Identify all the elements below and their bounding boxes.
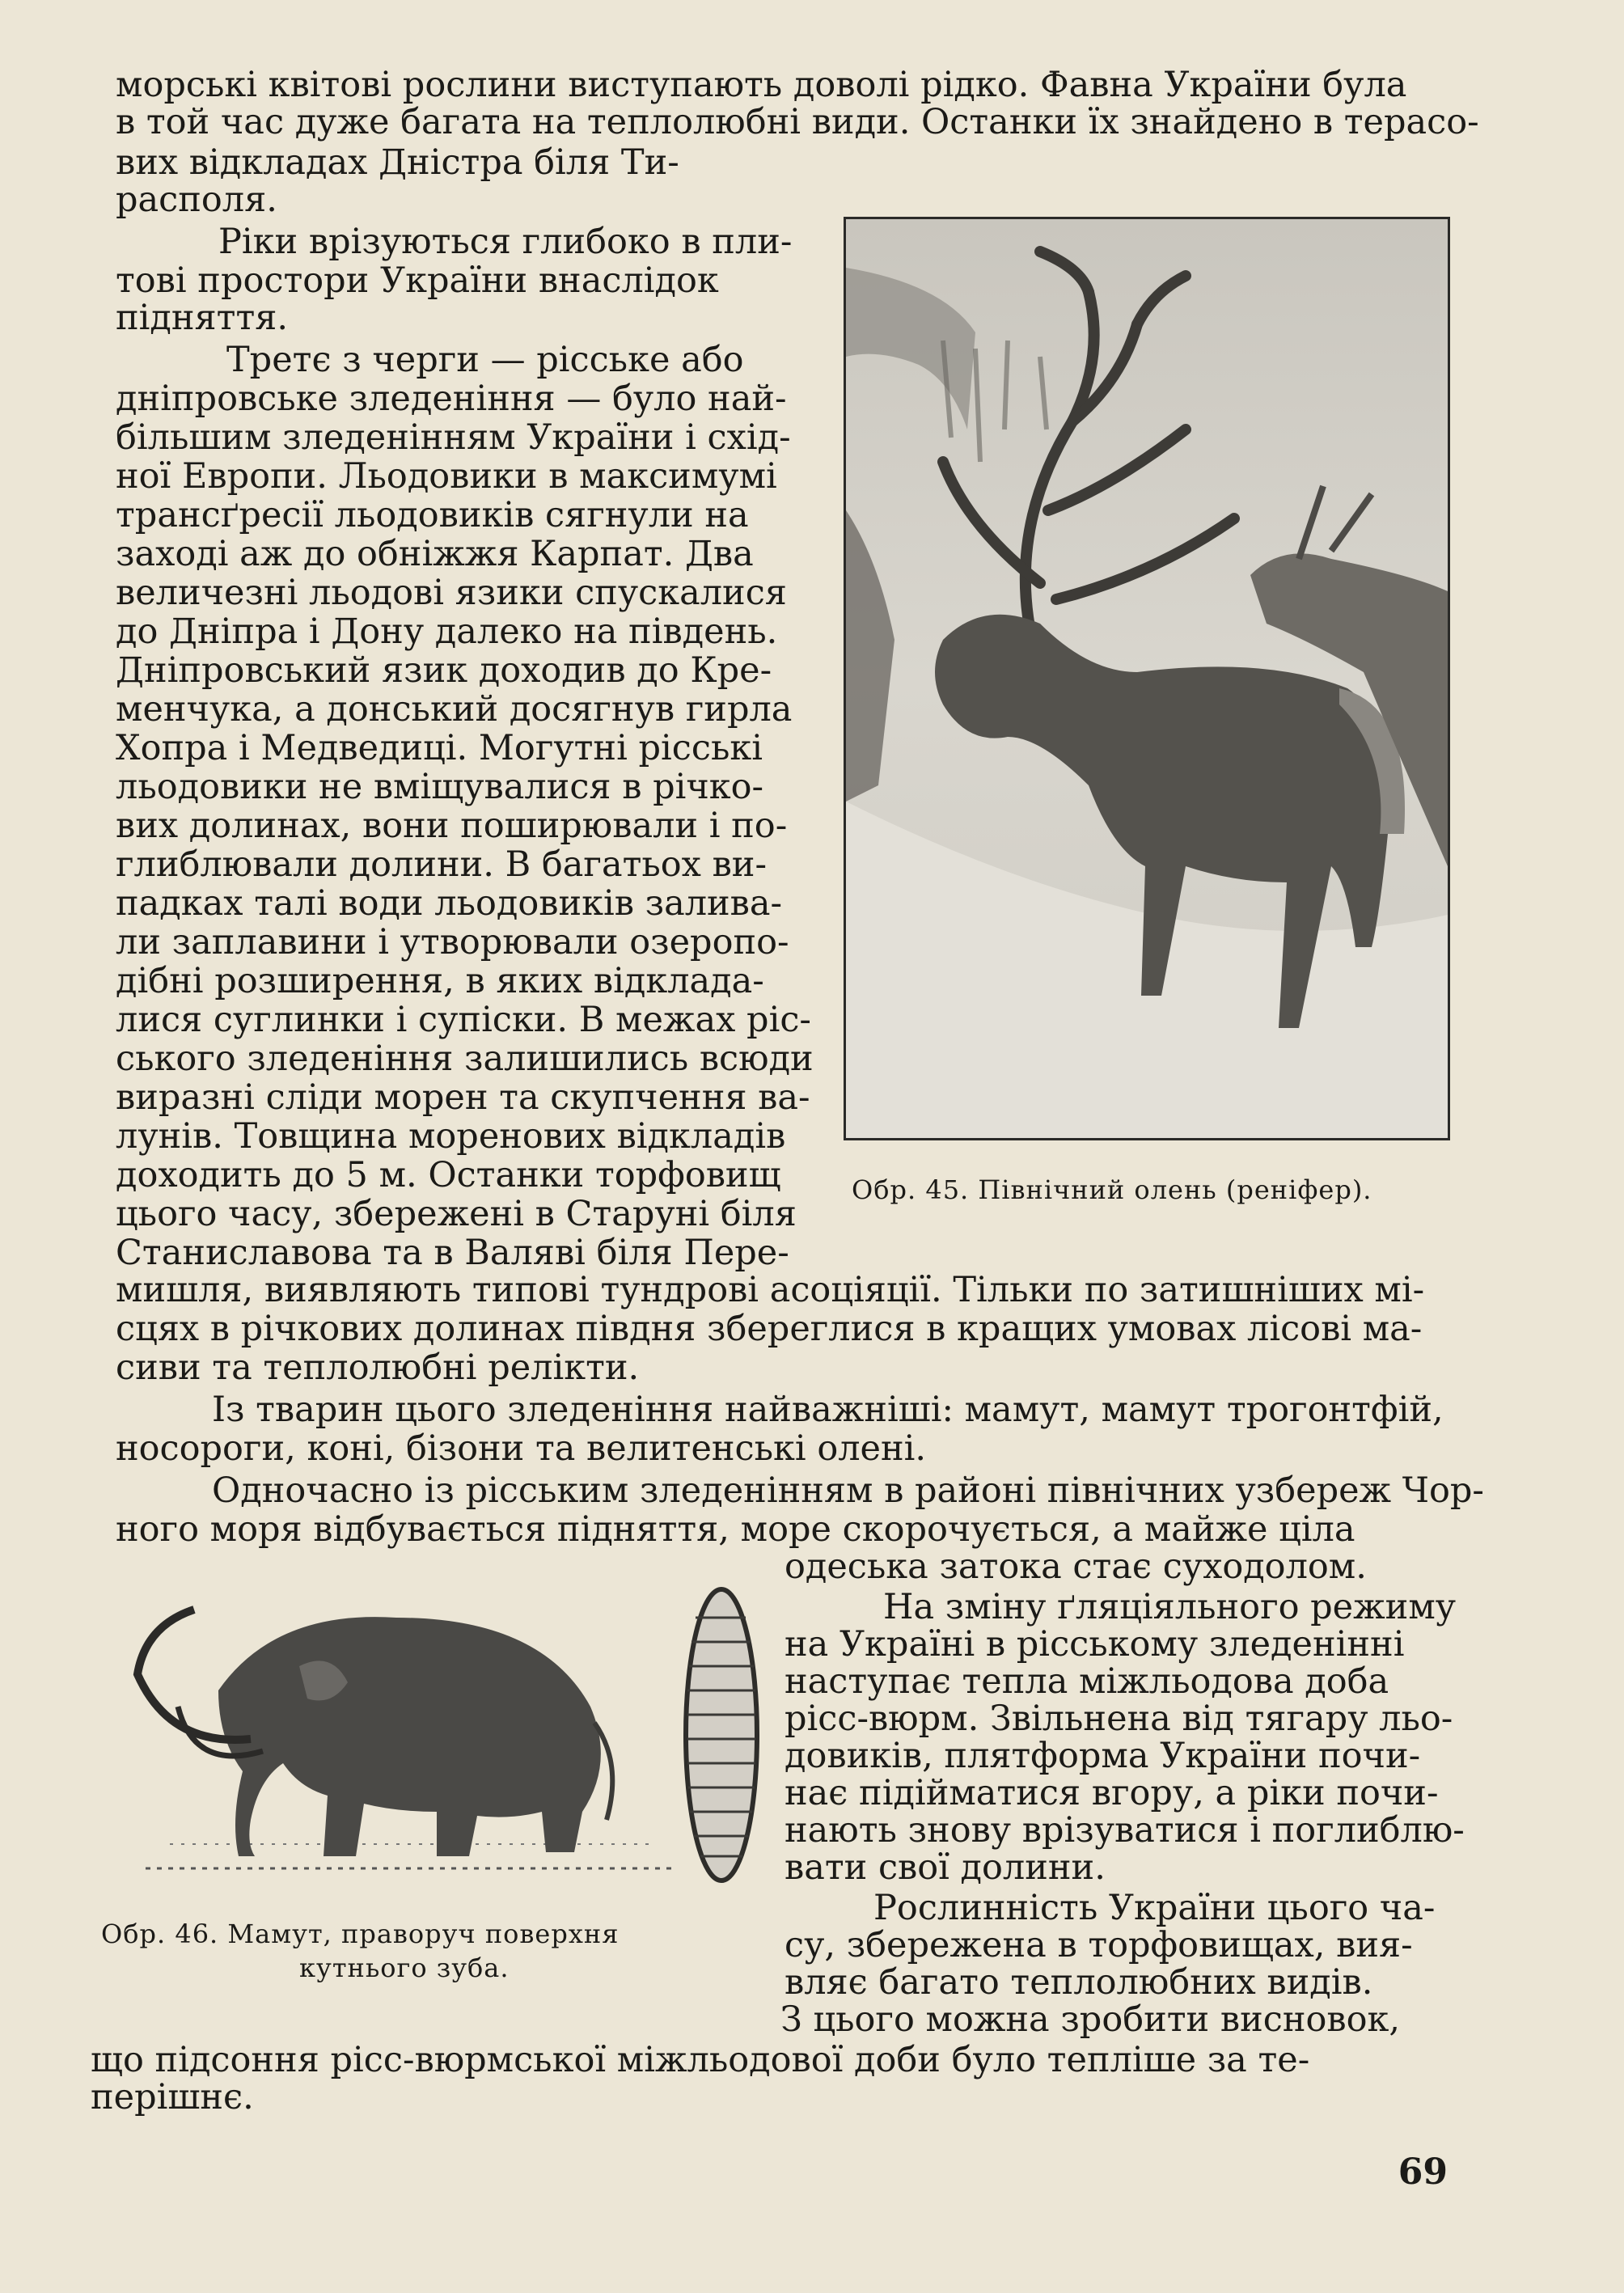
figure-reindeer [844,217,1450,1140]
text-line: глиблювали долини. В багатьох ви- [116,844,767,885]
text-line: цього часу, збережені в Старуні біля [116,1194,797,1234]
text-line: З цього можна зробити висновок, [780,1999,1401,2040]
text-line: менчука, а донський досягнув гирла [116,689,793,730]
text-line: сиви та теплолюбні релікти. [116,1347,640,1388]
figure-46-caption-line1: Обр. 46. Мамут, праворуч поверхня [101,1919,620,1949]
text-line: ли заплавини і утворювали озеропо- [116,922,789,962]
text-line: нають знову врізуватися і поглиблю- [785,1810,1465,1851]
figure-46-caption-line2: кутнього зуба. [299,1952,510,1983]
line-text: ного моря відбувається підняття, море скорочується, а майже ціла [116,1509,1355,1550]
mammoth-illustration [89,1577,760,1893]
text-line: су, збережена в торфовищах, вия- [785,1925,1413,1965]
text-line: вляє багато теплолюбних видів. [785,1962,1373,2003]
text-line: наступає тепла міжльодова доба [785,1661,1389,1702]
text-line [116,65,1452,105]
text-line: Із тварин цього зледеніння найважніші: мамут, мамут трогонтфій, [212,1390,1444,1430]
text-line: величезні льодові язики спускалися [116,573,787,613]
text-line: виразні сліди морен та скупчення ва- [116,1077,810,1118]
reindeer-illustration [846,219,1448,1138]
text-line: Дніпровський язик доходив до Кре- [116,650,772,691]
text-line: Хопра і Медведиці. Могутні рісські [116,728,763,768]
text-line: вати свої долини. [785,1847,1106,1888]
text-line: льодовики не вміщувалися в річко- [116,767,764,807]
text-line: дніпровське зледеніння — було най- [116,379,787,419]
text-line: рісс-вюрм. Звільнена від тягару льо- [785,1699,1453,1739]
text-line: лися суглинки і супіски. В межах ріс- [116,1000,811,1040]
text-line: Станиславова та в Валяві біля Пере- [116,1233,789,1273]
text-line: заході аж до обніжжя Карпат. Два [116,534,754,574]
line-text: морські квітові рослини виступають доволі рідко. Фавна України була [116,65,1407,105]
page-number: 69 [1398,2151,1448,2193]
figure-45-caption: Обр. 45. Північний олень (реніфер). [852,1174,1372,1205]
text-line: до Дніпра і Дону далеко на південь. [116,611,778,652]
text-line: располя. [116,180,277,220]
text-line: вих відкладах Дністра біля Ти- [116,142,679,183]
text-line: доходить до 5 м. Останки торфовищ [116,1155,781,1195]
text-line: більшим зледенінням України і схід- [116,417,791,458]
text-line: вих долинах, вони поширювали і по- [116,806,788,846]
text-line: одеська затока стає суходолом. [785,1546,1367,1587]
text-line [116,102,1479,142]
text-line [91,2040,1449,2080]
text-line: Рослинність України цього ча- [873,1888,1436,1928]
text-line: дібні розширення, в яких відклада- [116,961,764,1001]
text-line: Ріки врізуються глибоко в пли- [218,222,793,262]
text-line: Третє з черги — рісське або [226,340,744,380]
text-line [116,1309,1452,1349]
line-text: в той час дуже багата на теплолюбні види. Останки їх знайдено в терасо- [116,102,1479,142]
text-line [116,1270,1452,1310]
text-line: на Україні в рісському зледенінні [785,1624,1405,1665]
text-line: тові простори України внаслідок [116,260,719,301]
line-text: мишля, виявляють типові тундрові асоціяції. Тільки по затишніших мі- [116,1270,1425,1310]
text-line: носороги, коні, бізони та велитенські олені. [116,1428,927,1469]
text-line: перішнє. [91,2077,254,2117]
text-line: На зміну ґляціяльного режиму [883,1587,1457,1627]
line-text: що підсоння рісс-вюрмської міжльодової доби було тепліше за те- [91,2040,1310,2080]
text-line: нає підійматися вгору, а ріки почи- [785,1773,1439,1813]
text-line: ського зледеніння залишились всюди [116,1039,814,1079]
text-line: довиків, плятформа України почи- [785,1736,1421,1776]
line-text: сцях в річкових долинах півдня збереглися в кращих умовах лісові ма- [116,1309,1423,1349]
text-line: підняття. [116,298,289,338]
text-line: падках талі води льодовиків залива- [116,883,783,924]
text-line: лунів. Товщина моренових відкладів [116,1116,786,1157]
text-line [116,1509,1452,1550]
text-line: Одночасно із рісським зледенінням в районі північних узбереж Чор- [212,1470,1484,1511]
text-line: трансґресії льодовиків сягнули на [116,495,749,535]
text-line: ної Европи. Льодовики в максимумі [116,456,777,497]
